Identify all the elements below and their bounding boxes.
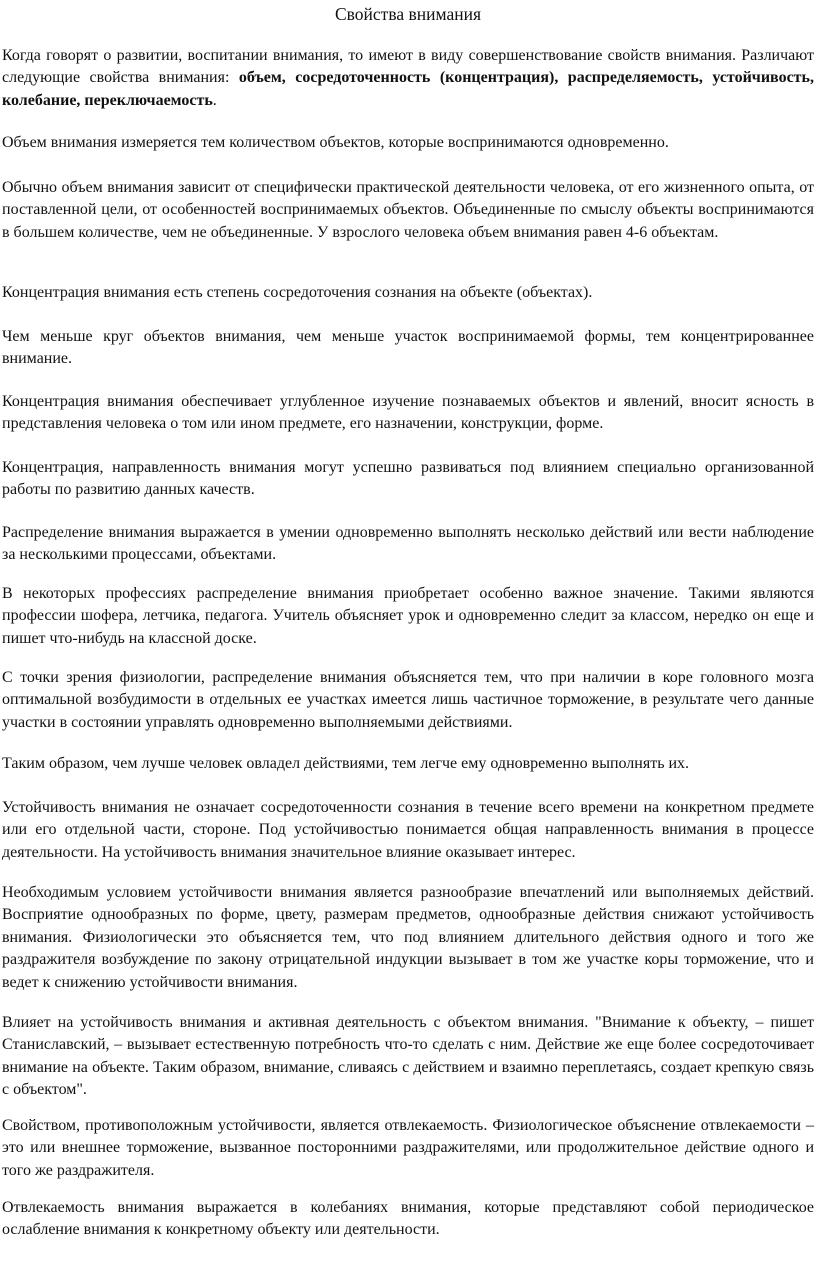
paragraph-9: С точки зрения физиологии, распределение внимания объясняется тем, что при наличии в коре головного мозга оптимальной возбудимости в отдельных ее участках имеется лишь частичное торможение, в результате чего данные участки в состоянии управлять одновременно выполняемыми действиями.: [2, 669, 814, 731]
paragraph-6: Концентрация, направленность внимания могут успешно развиваться под влиянием специально организованной работы по развитию данных качеств.: [2, 459, 814, 499]
paragraph-13: Влияет на устойчивость внимания и активная деятельность с объектом внимания. "Внимание к объекту, – пишет Станиславский, – вызывает естественную потребность что-то сделать с ним. Действие же еще более сосредоточивает внимание на объекте. Таким образом, внимание, сливаясь с действием и взаимно переплетаясь, создает крепкую связь с объектом".: [2, 1014, 814, 1099]
paragraph-intro: [2, 45, 814, 112]
paragraph-12: Необходимым условием устойчивости внимания является разнообразие впечатлений или выполняемых действий. Восприятие однообразных по форме, цвету, размерам предметов, однообразные действия снижают устойчивость внимания. Физиологически это объясняется тем, что под влиянием длительного действия одного и того же раздражителя возбуждение по закону отрицательной индукции вызывает в том же участке коры торможение, что и ведет к снижению устойчивости внимания.: [2, 884, 814, 991]
paragraph-8: В некоторых профессиях распределение внимания приобретает особенно важное значение. Такими являются профессии шофера, летчика, педагога. Учитель объясняет урок и одновременно следит за классом, нередко он еще и пишет что-нибудь на классной доске.: [2, 585, 814, 647]
paragraph-14: Свойством, противоположным устойчивости, является отвлекаемость. Физиологическое объяснение отвлекаемости – это или внешнее торможение, вызванное посторонними раздражителями, или продолжительное действие одного и того же раздражителя.: [2, 1117, 814, 1179]
paragraph-7: Распределение внимания выражается в умении одновременно выполнять несколько действий или вести наблюдение за несколькими процессами, объектами.: [2, 524, 814, 564]
paragraph-10: Таким образом, чем лучше человек овладел действиями, тем легче ему одновременно выполнять их.: [2, 755, 690, 772]
paragraph-3: Концентрация внимания есть степень сосредоточения сознания на объекте (объектах).: [2, 284, 593, 301]
page-title: Свойства внимания: [334, 4, 481, 24]
intro-tail-text: .: [212, 91, 217, 109]
paragraph-1: Объем внимания измеряется тем количеством объектов, которые воспринимаются одновременно.: [2, 134, 669, 151]
paragraph-15: Отвлекаемость внимания выражается в колебаниях внимания, которые представляют собой периодическое ослабление внимания к конкретному объекту или деятельности.: [2, 1199, 814, 1239]
intro-bold-properties: объем, сосредоточенность (концентрация), распределяемость, устойчивость, колебание, переключаемость: [2, 69, 814, 109]
paragraph-11: Устойчивость внимания не означает сосредоточенности сознания в течение всего времени на конкретном предмете или его отдельной части, стороне. Под устойчивостью понимается общая направленность внимания в процессе деятельности. На устойчивость внимания значительное влияние оказывает интерес.: [2, 799, 814, 861]
paragraph-5: Концентрация внимания обеспечивает углубленное изучение познаваемых объектов и явлений, вносит ясность в представления человека о том или ином предмете, его назначении, конструкции, форме.: [2, 393, 814, 433]
intro-lead-text: Когда говорят о развитии, воспитании внимания, то имеют в виду совершенствование свойств внимания. Различают следующие свойства внимания:: [2, 47, 814, 87]
paragraph-4: Чем меньше круг объектов внимания, чем меньше участок воспринимаемой формы, тем концентрированнее внимание.: [2, 328, 814, 368]
paragraph-2: Обычно объем внимания зависит от специфически практической деятельности человека, от его жизненного опыта, от поставленной цели, от особенностей воспринимаемых объектов. Объединенные по смыслу объекты воспринимаются в большем количестве, чем не объединенные. У взрослого человека объем внимания равен 4-6 объектам.: [2, 179, 814, 241]
